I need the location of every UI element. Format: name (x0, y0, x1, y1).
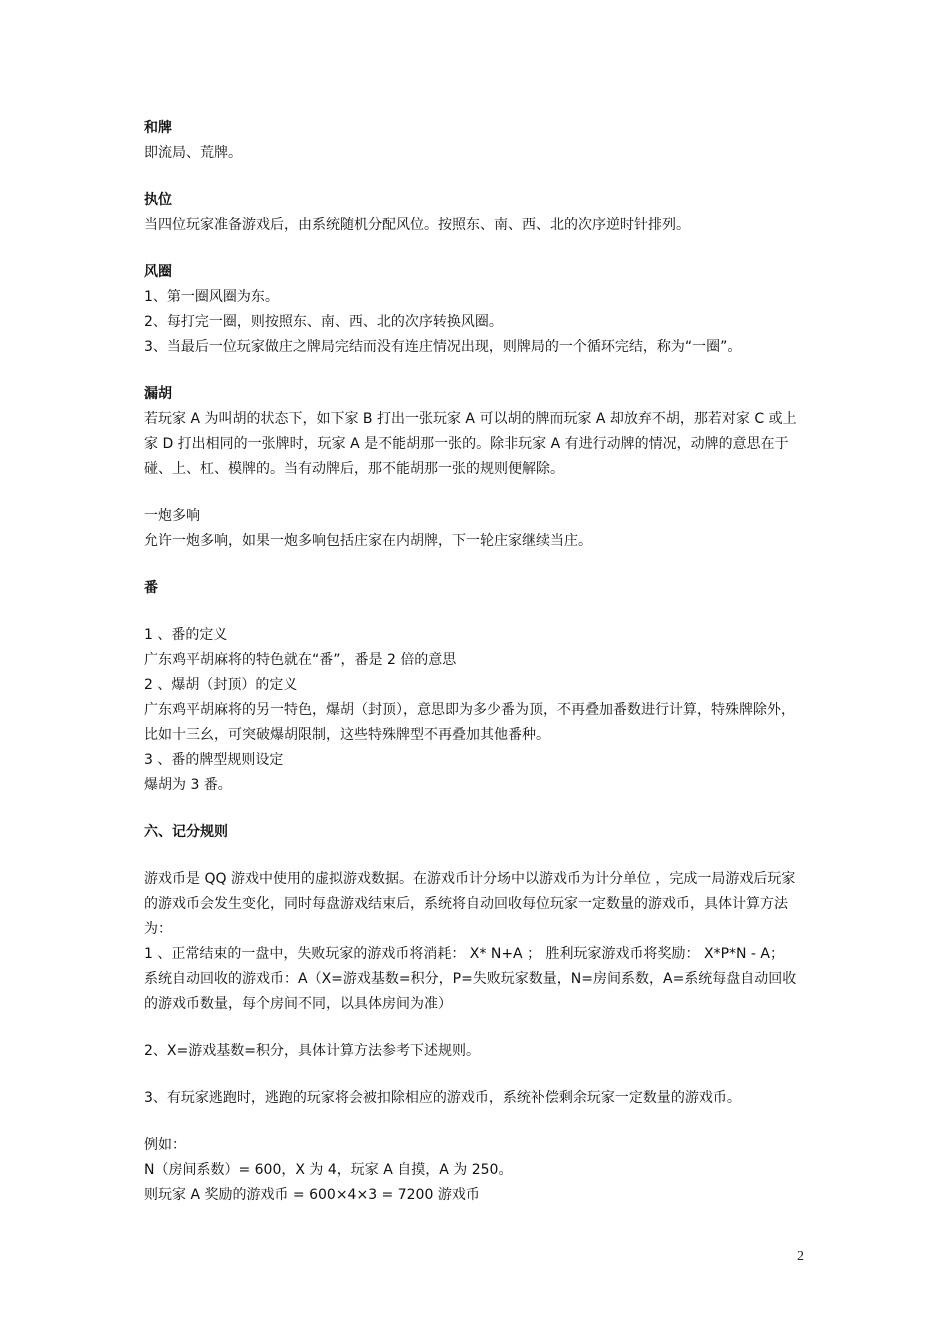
section-heading-hepai: 和牌 (144, 120, 172, 136)
section-heading-zhiwei: 执位 (144, 192, 172, 208)
paragraph-line: 为： (144, 921, 172, 937)
paragraph-line: 3、当最后一位玩家做庄之牌局完结而没有连庄情况出现，则牌局的一个循环完结，称为“一圈”。 (144, 339, 742, 355)
section-heading-fan: 番 (144, 580, 158, 596)
paragraph-line: 则玩家 A 奖励的游戏币 = 600×4×3 = 7200 游戏币 (144, 1187, 480, 1203)
paragraph-line: 允许一炮多响，如果一炮多响包括庄家在内胡牌，下一轮庄家继续当庄。 (144, 533, 592, 549)
paragraph-line: 1 、番的定义 (144, 627, 228, 643)
section-heading-louhu: 漏胡 (144, 386, 172, 402)
paragraph-line: 家 D 打出相同的一张牌时，玩家 A 是不能胡那一张的。除非玩家 A 有进行动牌的情况，动牌的意思在于 (144, 436, 789, 452)
paragraph-line: 3、有玩家逃跑时，逃跑的玩家将会被扣除相应的游戏币，系统补偿剩余玩家一定数量的游戏币。 (144, 1090, 741, 1106)
paragraph-line: 的游戏币会发生变化，同时每盘游戏结束后，系统将自动回收每位玩家一定数量的游戏币，具体计算方法 (144, 896, 788, 912)
paragraph-line: 1、第一圈风圈为东。 (144, 289, 279, 305)
document-page (144, 116, 819, 1208)
paragraph-line: 2、X=游戏基数=积分，具体计算方法参考下述规则。 (144, 1043, 480, 1059)
paragraph-line: 广东鸡平胡麻将的另一特色，爆胡（封顶），意思即为多少番为顶，不再叠加番数进行计算，特殊牌除外， (144, 702, 795, 718)
paragraph-line: 当四位玩家准备游戏后，由系统随机分配风位。按照东、南、西、北的次序逆时针排列。 (144, 217, 690, 233)
page-number: 2 (797, 1249, 804, 1264)
paragraph-line: 广东鸡平胡麻将的特色就在“番”，番是 2 倍的意思 (144, 652, 457, 668)
paragraph-line: 碰、上、杠、模牌的。当有动牌后，那不能胡那一张的规则便解除。 (144, 461, 564, 477)
paragraph-line: 例如： (144, 1137, 186, 1153)
paragraph-line: 爆胡为 3 番。 (144, 777, 232, 793)
paragraph-line: 1 、正常结束的一盘中，失败玩家的游戏币将消耗： X* N+A ； 胜利玩家游戏币将奖励： X*P*N - A； (144, 946, 785, 962)
section-heading-yipaoduoxiang: 一炮多响 (144, 508, 200, 524)
section-heading-fengquan: 风圈 (144, 264, 172, 280)
paragraph-line: N（房间系数）= 600，X 为 4，玩家 A 自摸，A 为 250。 (144, 1162, 513, 1178)
paragraph-line: 3 、番的牌型规则设定 (144, 752, 284, 768)
paragraph-line: 2、每打完一圈，则按照东、南、西、北的次序转换风圈。 (144, 314, 503, 330)
paragraph-line: 游戏币是 QQ 游戏中使用的虚拟游戏数据。在游戏币计分场中以游戏币为计分单位 ，完成一局游戏后玩家 (144, 871, 796, 887)
paragraph-line: 系统自动回收的游戏币：A（X=游戏基数=积分，P=失败玩家数量，N=房间系数，A=系统每盘自动回收 (144, 971, 797, 987)
paragraph-line: 的游戏币数量，每个房间不同，以具体房间为准） (144, 996, 452, 1012)
paragraph-line: 若玩家 A 为叫胡的状态下，如下家 B 打出一张玩家 A 可以胡的牌而玩家 A 却放弃不胡，那若对家 C 或上 (144, 411, 797, 427)
paragraph-line: 比如十三幺，可突破爆胡限制，这些特殊牌型不再叠加其他番种。 (144, 727, 550, 743)
paragraph-line: 2 、爆胡（封顶）的定义 (144, 677, 298, 693)
paragraph-line: 即流局、荒牌。 (144, 145, 242, 161)
section-heading-scoring-rules: 六、记分规则 (144, 824, 228, 840)
